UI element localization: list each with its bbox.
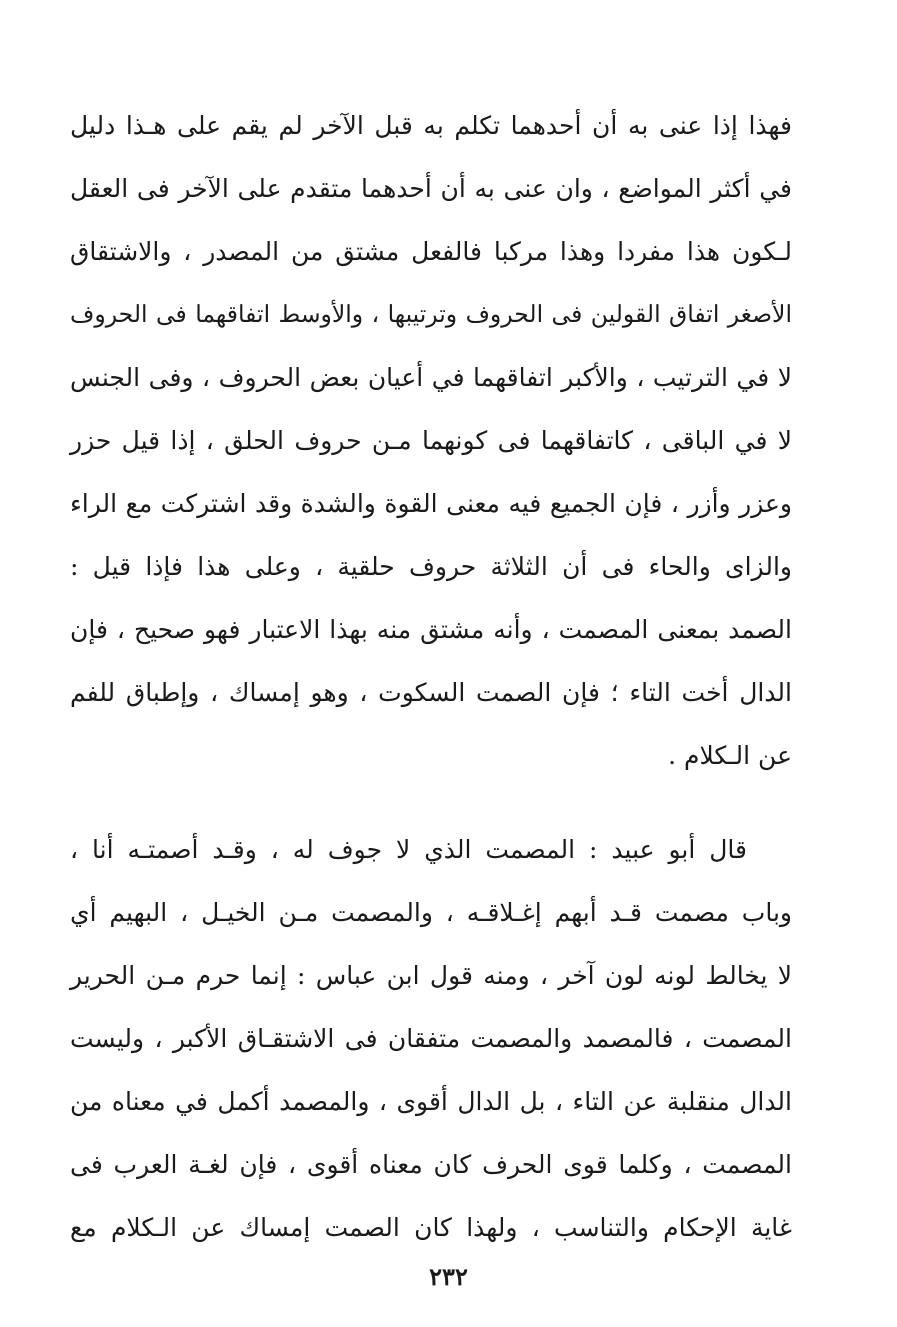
text-line: عن الـكلام . bbox=[668, 741, 792, 770]
text-line: الدال أخت التاء ؛ فإن الصمت السكوت ، وهو إمساك ، وإطباق للفم bbox=[70, 678, 792, 707]
text-line: فهذا إذا عنى به أن أحدهما تكلم به قبل الآخر لم يقم على هـذا دليل bbox=[70, 111, 792, 140]
text-line: الصمد بمعنى المصمت ، وأنه مشتق منه بهذا الاعتبار فهو صحيح ، فإن bbox=[70, 615, 792, 644]
paragraph-2 bbox=[70, 818, 792, 1259]
text-line: الأصغر اتفاق القولين فى الحروف وترتيبها ، والأوسط اتفاقهما فى الحروف bbox=[70, 300, 792, 328]
paragraph-1 bbox=[70, 94, 792, 787]
text-line: لا في الباقى ، كاتفاقهما فى كونهما مـن حروف الحلق ، إذا قيل حزر bbox=[70, 426, 792, 455]
text-line: لا في الترتيب ، والأكبر اتفاقهما في أعيان بعض الحروف ، وفى الجنس bbox=[70, 363, 792, 392]
text-line: المصمت ، وكلما قوى الحرف كان معناه أقوى ، فإن لغـة العرب فى bbox=[70, 1150, 792, 1179]
text-line: لـكون هذا مفردا وهذا مركبا فالفعل مشتق من المصدر ، والاشتقاق bbox=[70, 237, 792, 266]
text-line: في أكثر المواضع ، وان عنى به أن أحدهما متقدم على الآخر فى العقل bbox=[70, 174, 792, 203]
text-line: غاية الإحكام والتناسب ، ولهذا كان الصمت إمساك عن الـكلام مع bbox=[70, 1213, 793, 1242]
text-line: الدال منقلبة عن التاء ، بل الدال أقوى ، والمصمد أكمل في معناه من bbox=[70, 1087, 792, 1116]
text-line: قال أبو عبيد : المصمت الذي لا جوف له ، وقـد أصمتـه أنا ، bbox=[70, 835, 747, 864]
text-line: وباب مصمت قـد أبهم إغـلاقـه ، والمصمت مـن الخيـل ، البهيم أي bbox=[70, 898, 792, 927]
text-line: والزاى والحاء فى أن الثلاثة حروف حلقية ، وعلى هذا فإذا قيل : bbox=[70, 552, 792, 581]
text-line: المصمت ، فالمصمد والمصمت متفقان فى الاشتقـاق الأكبر ، وليست bbox=[70, 1024, 792, 1053]
page-number: ٢٣٢ bbox=[429, 1262, 468, 1291]
text-line: وعزر وأزر ، فإن الجميع فيه معنى القوة والشدة وقد اشتركت مع الراء bbox=[70, 489, 792, 518]
text-line: لا يخالط لونه لون آخر ، ومنه قول ابن عباس : إنما حرم مـن الحرير bbox=[70, 961, 792, 990]
